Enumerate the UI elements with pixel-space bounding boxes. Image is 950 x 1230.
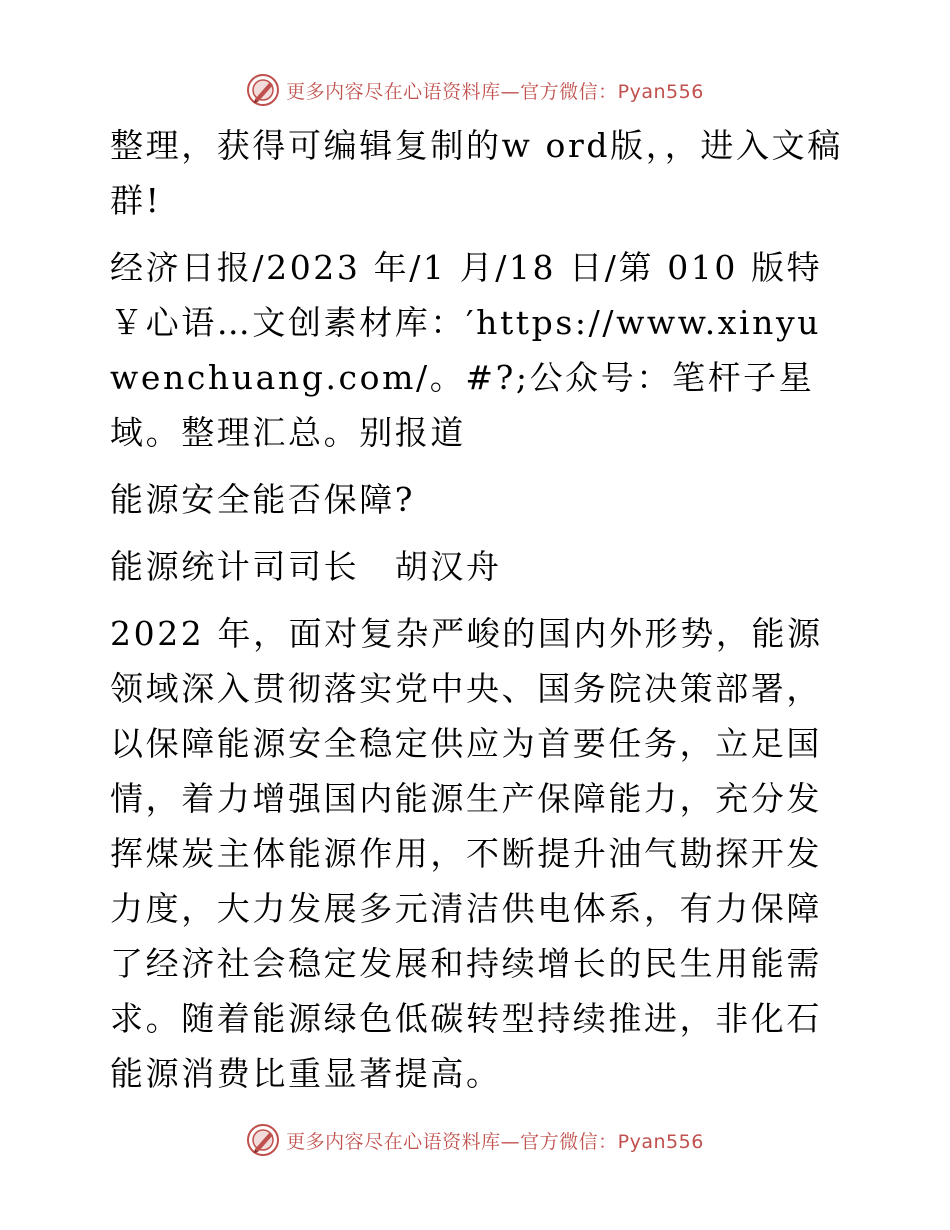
header-watermark-banner: [0, 70, 950, 110]
pen-logo-icon: [246, 1123, 280, 1157]
banner-text: 更多内容尽在心语资料库—官方微信：Pyan556: [286, 1130, 704, 1153]
paragraph-source: 经济日报/2023 年/1 月/18 日/第 010 版特￥心语…文创素材库：′https://www.xinyuwenchuang.com/。#?;公众号：笔杆子星域。整理汇总。别报道: [110, 248, 823, 452]
article-title: 能源安全能否保障?: [110, 480, 416, 519]
footer-watermark-banner: [0, 1120, 950, 1160]
banner-text: 更多内容尽在心语资料库—官方微信：Pyan556: [286, 80, 704, 103]
article-author: 能源统计司司长 胡汉舟: [110, 547, 502, 586]
pen-logo-icon: [246, 73, 280, 107]
paragraph-body: 2022 年，面对复杂严峻的国内外形势，能源领域深入贯彻落实党中央、国务院决策部署，以保障能源安全稳定供应为首要任务，立足国情，着力增强国内能源生产保障能力，充分发挥煤炭主体能源作用，不断提升油气勘探开发力度，大力发展多元清洁供电体系，有力保障了经济社会稳定发展和持续增长的民生用能需求。随着能源绿色低碳转型持续推进，非化石能源消费比重显著提高。: [110, 614, 823, 1093]
document-body: [98, 118, 850, 1113]
paragraph-intro: 整理，获得可编辑复制的w ord版，，进入文稿群!: [110, 126, 843, 220]
